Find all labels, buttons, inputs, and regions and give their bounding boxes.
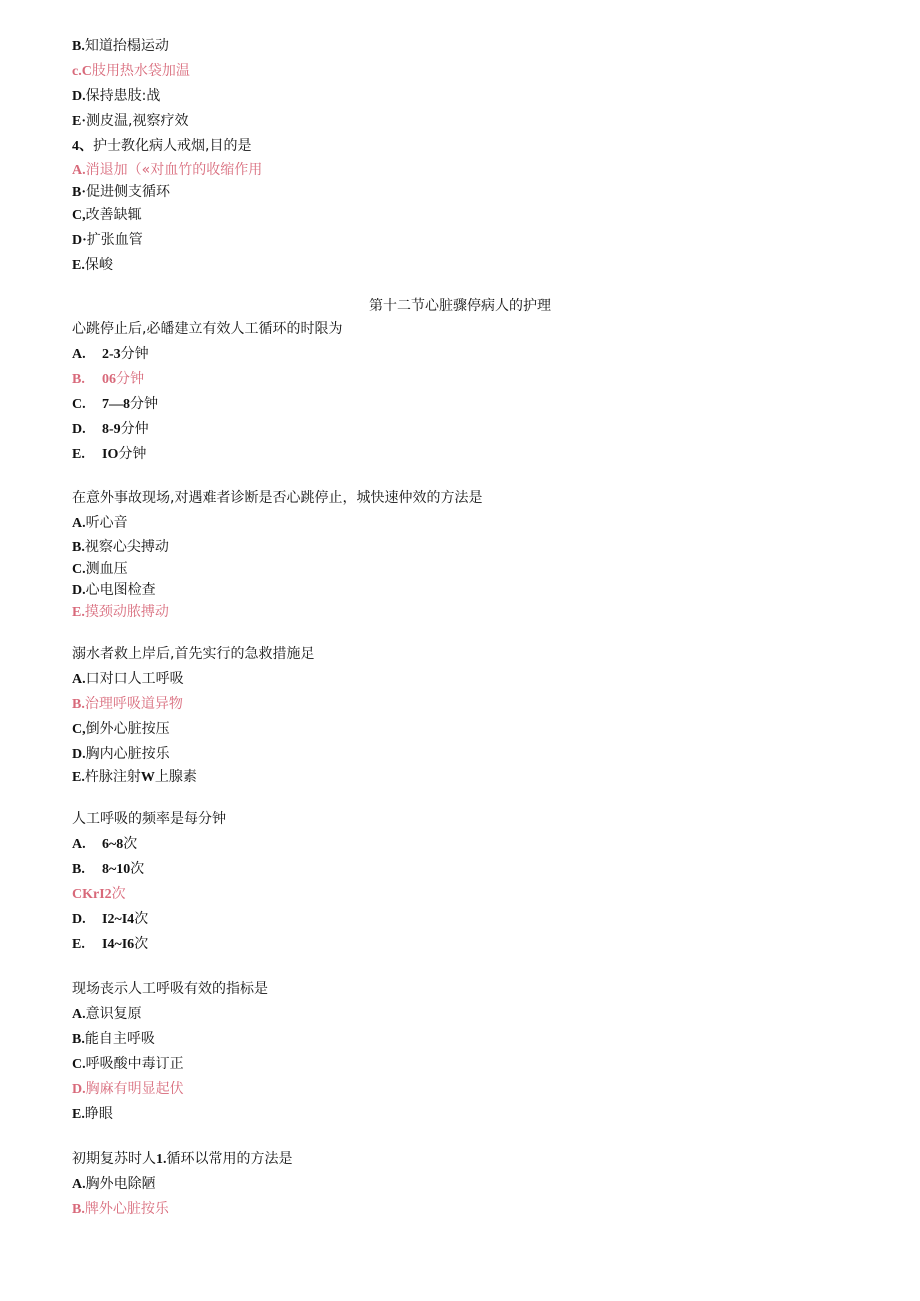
option-d[interactable]: D.胸内心脏按乐: [72, 746, 170, 762]
option-c[interactable]: C. 7—8分钟: [72, 396, 158, 412]
option-a[interactable]: A.意识复原: [72, 1006, 142, 1022]
option-b-leg-exercise[interactable]: B.知道抬榻运动: [72, 38, 169, 54]
question-initial-resuscitation: 初期复苏时人1.循环以常用的方法是: [72, 1151, 293, 1167]
option-d[interactable]: D.胸麻有明显起伏: [72, 1081, 184, 1097]
option-b-collateral[interactable]: B·促进侧支循环: [72, 184, 171, 200]
option-a[interactable]: A.胸外电除陋: [72, 1176, 156, 1192]
question-4-smoking: 4、护士教化病人戒烟,目的是: [72, 138, 252, 154]
option-b[interactable]: B. 06分钟: [72, 371, 144, 387]
option-c-hot-water-bag[interactable]: c.C肢用热水袋加温: [72, 63, 190, 79]
option-e[interactable]: E.摸颈动脓搏动: [72, 604, 169, 620]
section-title: 第十二节心脏骤停病人的护理: [369, 298, 551, 314]
option-c-ischemia[interactable]: C,改善缺辄: [72, 207, 142, 223]
option-c[interactable]: C.测血压: [72, 561, 128, 577]
question-respiration-rate: 人工呼吸的频率是每分钟: [72, 811, 226, 827]
option-b[interactable]: B.牌外心脏按乐: [72, 1201, 169, 1217]
option-e-protect[interactable]: E.保峻: [72, 257, 113, 273]
option-d[interactable]: D.心电图检查: [72, 582, 156, 598]
question-cardiac-arrest-time: 心跳停止后,必皤建立有效人工循环的时限为: [72, 321, 343, 337]
option-d[interactable]: D. I2~I4次: [72, 911, 149, 927]
option-e[interactable]: E.杵脉注射W上腺素: [72, 769, 197, 785]
option-e[interactable]: E. IO分钟: [72, 446, 147, 462]
option-d-keep-limb[interactable]: D.保持患肢:战: [72, 88, 161, 104]
option-a[interactable]: A. 6~8次: [72, 836, 138, 852]
option-b[interactable]: B. 8~10次: [72, 861, 145, 877]
question-effective-indicator: 现场丧示人工呼吸有效的指标是: [72, 981, 268, 997]
option-c[interactable]: C.呼吸酸中毒订正: [72, 1056, 184, 1072]
question-drowning: 溺水者救上岸后,首先实行的急救措施足: [72, 646, 315, 662]
option-d[interactable]: D. 8-9分仲: [72, 421, 149, 437]
option-e[interactable]: E. I4~I6次: [72, 936, 149, 952]
option-a[interactable]: A.听心音: [72, 515, 128, 531]
option-e-skin-temp[interactable]: E·测皮温,视察疗效: [72, 113, 189, 129]
option-b[interactable]: B.能自主呼吸: [72, 1031, 155, 1047]
option-b[interactable]: B.治理呼吸道异物: [72, 696, 183, 712]
option-e[interactable]: E.睁眼: [72, 1106, 113, 1122]
option-a[interactable]: A. 2-3分钟: [72, 346, 149, 362]
option-b[interactable]: B.视察心尖搏动: [72, 539, 169, 555]
option-a[interactable]: A.口对口人工呼吸: [72, 671, 184, 687]
option-c[interactable]: C,倒外心脏按压: [72, 721, 170, 737]
option-a-eliminate-nicotine[interactable]: A.消退加（«对血竹的收缩作用: [72, 162, 263, 178]
question-accident-diagnosis: 在意外事故现场,对遇难者诊断是否心跳停止，城快速仲效的方法是: [72, 490, 483, 506]
option-c[interactable]: CKrI2次: [72, 886, 126, 902]
option-d-dilate[interactable]: D·扩张血管: [72, 232, 143, 248]
